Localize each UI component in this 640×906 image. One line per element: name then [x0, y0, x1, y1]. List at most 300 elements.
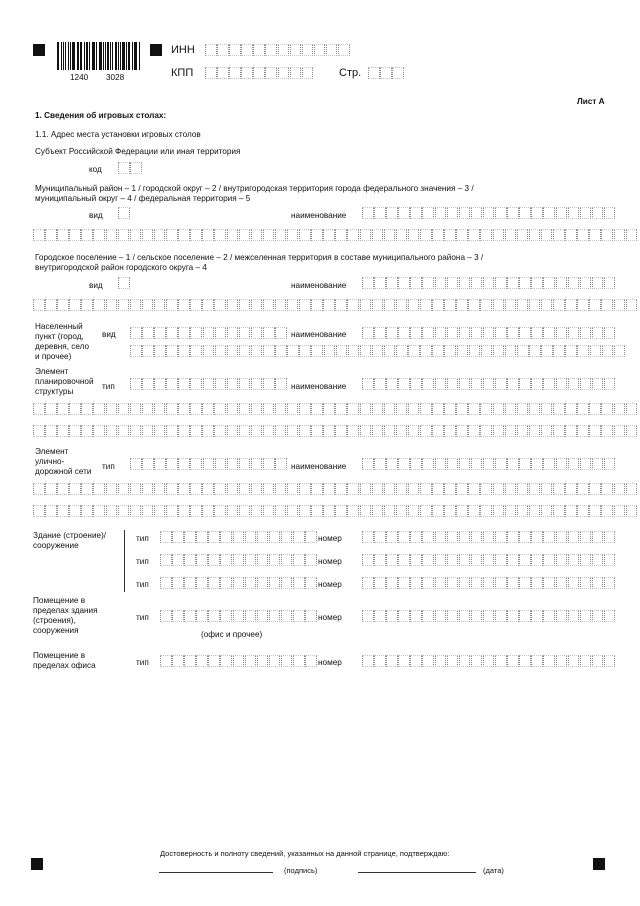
char-cell[interactable] [495, 655, 507, 667]
char-cell[interactable] [386, 378, 398, 390]
char-cell[interactable] [257, 610, 269, 622]
char-cell[interactable] [410, 458, 422, 470]
char-cell[interactable] [372, 403, 384, 415]
char-cell[interactable] [257, 531, 269, 543]
street-name-cells-1[interactable] [362, 458, 616, 470]
char-cell[interactable] [592, 554, 604, 566]
char-cell[interactable] [468, 483, 480, 495]
char-cell[interactable] [519, 277, 531, 289]
char-cell[interactable] [178, 378, 190, 390]
char-cell[interactable] [580, 207, 592, 219]
char-cell[interactable] [93, 483, 105, 495]
char-cell[interactable] [305, 610, 317, 622]
char-cell[interactable] [396, 425, 408, 437]
char-cell[interactable] [336, 345, 348, 357]
char-cell[interactable] [374, 610, 386, 622]
char-cell[interactable] [251, 345, 263, 357]
char-cell[interactable] [299, 229, 311, 241]
char-cell[interactable] [420, 299, 432, 311]
char-cell[interactable] [275, 299, 287, 311]
char-cell[interactable] [57, 425, 69, 437]
char-cell[interactable] [57, 483, 69, 495]
char-cell[interactable] [203, 378, 215, 390]
char-cell[interactable] [245, 554, 257, 566]
char-cell[interactable] [556, 554, 568, 566]
char-cell[interactable] [543, 577, 555, 589]
char-cell[interactable] [444, 483, 456, 495]
char-cell[interactable] [374, 554, 386, 566]
char-cell[interactable] [275, 229, 287, 241]
char-cell[interactable] [507, 277, 519, 289]
char-cell[interactable] [265, 67, 277, 79]
char-cell[interactable] [335, 229, 347, 241]
char-cell[interactable] [227, 483, 239, 495]
char-cell[interactable] [217, 44, 229, 56]
char-cell[interactable] [601, 229, 613, 241]
char-cell[interactable] [614, 403, 626, 415]
char-cell[interactable] [196, 554, 208, 566]
char-cell[interactable] [541, 229, 553, 241]
char-cell[interactable] [241, 44, 253, 56]
char-cell[interactable] [459, 577, 471, 589]
char-cell[interactable] [263, 345, 275, 357]
char-cell[interactable] [275, 505, 287, 517]
char-cell[interactable] [33, 483, 45, 495]
char-cell[interactable] [372, 229, 384, 241]
char-cell[interactable] [543, 207, 555, 219]
char-cell[interactable] [410, 207, 422, 219]
char-cell[interactable] [142, 458, 154, 470]
char-cell[interactable] [323, 505, 335, 517]
char-cell[interactable] [577, 229, 589, 241]
char-cell[interactable] [541, 299, 553, 311]
char-cell[interactable] [69, 483, 81, 495]
char-cell[interactable] [263, 458, 275, 470]
char-cell[interactable] [480, 483, 492, 495]
char-cell[interactable] [257, 577, 269, 589]
char-cell[interactable] [251, 378, 263, 390]
char-cell[interactable] [529, 505, 541, 517]
char-cell[interactable] [305, 554, 317, 566]
char-cell[interactable] [384, 229, 396, 241]
char-cell[interactable] [335, 505, 347, 517]
char-cell[interactable] [251, 505, 263, 517]
char-cell[interactable] [459, 554, 471, 566]
char-cell[interactable] [480, 299, 492, 311]
char-cell[interactable] [468, 403, 480, 415]
char-cell[interactable] [281, 554, 293, 566]
char-cell[interactable] [241, 67, 253, 79]
char-cell[interactable] [118, 505, 130, 517]
char-cell[interactable] [543, 554, 555, 566]
char-cell[interactable] [529, 403, 541, 415]
char-cell[interactable] [93, 403, 105, 415]
char-cell[interactable] [568, 207, 580, 219]
char-cell[interactable] [118, 229, 130, 241]
char-cell[interactable] [556, 610, 568, 622]
char-cell[interactable] [372, 483, 384, 495]
char-cell[interactable] [589, 403, 601, 415]
char-cell[interactable] [45, 483, 57, 495]
char-cell[interactable] [601, 483, 613, 495]
char-cell[interactable] [142, 327, 154, 339]
char-cell[interactable] [360, 505, 372, 517]
char-cell[interactable] [45, 403, 57, 415]
char-cell[interactable] [505, 425, 517, 437]
char-cell[interactable] [215, 327, 227, 339]
char-cell[interactable] [543, 327, 555, 339]
char-cell[interactable] [118, 277, 130, 289]
char-cell[interactable] [233, 554, 245, 566]
char-cell[interactable] [614, 229, 626, 241]
char-cell[interactable] [142, 345, 154, 357]
office-number-cells[interactable] [362, 655, 616, 667]
char-cell[interactable] [447, 577, 459, 589]
char-cell[interactable] [166, 403, 178, 415]
char-cell[interactable] [601, 425, 613, 437]
char-cell[interactable] [420, 505, 432, 517]
char-cell[interactable] [468, 505, 480, 517]
char-cell[interactable] [469, 345, 481, 357]
building-type-cells-1[interactable] [160, 531, 317, 543]
char-cell[interactable] [447, 277, 459, 289]
char-cell[interactable] [483, 207, 495, 219]
char-cell[interactable] [172, 610, 184, 622]
char-cell[interactable] [33, 229, 45, 241]
char-cell[interactable] [299, 505, 311, 517]
char-cell[interactable] [568, 327, 580, 339]
char-cell[interactable] [519, 610, 531, 622]
char-cell[interactable] [360, 403, 372, 415]
char-cell[interactable] [374, 207, 386, 219]
char-cell[interactable] [543, 378, 555, 390]
char-cell[interactable] [130, 505, 142, 517]
char-cell[interactable] [531, 610, 543, 622]
char-cell[interactable] [447, 610, 459, 622]
char-cell[interactable] [604, 655, 616, 667]
char-cell[interactable] [178, 458, 190, 470]
char-cell[interactable] [208, 531, 220, 543]
char-cell[interactable] [130, 327, 142, 339]
char-cell[interactable] [160, 610, 172, 622]
char-cell[interactable] [251, 403, 263, 415]
char-cell[interactable] [178, 229, 190, 241]
char-cell[interactable] [386, 327, 398, 339]
char-cell[interactable] [626, 403, 638, 415]
char-cell[interactable] [372, 299, 384, 311]
planning-type-cells[interactable] [130, 378, 287, 390]
char-cell[interactable] [614, 505, 626, 517]
char-cell[interactable] [408, 345, 420, 357]
char-cell[interactable] [178, 345, 190, 357]
char-cell[interactable] [227, 299, 239, 311]
char-cell[interactable] [398, 277, 410, 289]
char-cell[interactable] [302, 44, 314, 56]
char-cell[interactable] [190, 425, 202, 437]
char-cell[interactable] [214, 229, 226, 241]
char-cell[interactable] [432, 425, 444, 437]
char-cell[interactable] [420, 403, 432, 415]
char-cell[interactable] [505, 403, 517, 415]
char-cell[interactable] [495, 610, 507, 622]
char-cell[interactable] [519, 458, 531, 470]
char-cell[interactable] [293, 577, 305, 589]
char-cell[interactable] [190, 505, 202, 517]
char-cell[interactable] [311, 425, 323, 437]
char-cell[interactable] [253, 44, 265, 56]
char-cell[interactable] [384, 425, 396, 437]
char-cell[interactable] [106, 505, 118, 517]
char-cell[interactable] [456, 299, 468, 311]
char-cell[interactable] [347, 505, 359, 517]
char-cell[interactable] [269, 655, 281, 667]
char-cell[interactable] [293, 610, 305, 622]
char-cell[interactable] [422, 458, 434, 470]
char-cell[interactable] [459, 531, 471, 543]
char-cell[interactable] [384, 299, 396, 311]
char-cell[interactable] [459, 458, 471, 470]
char-cell[interactable] [422, 277, 434, 289]
char-cell[interactable] [386, 207, 398, 219]
char-cell[interactable] [347, 425, 359, 437]
char-cell[interactable] [265, 44, 277, 56]
char-cell[interactable] [178, 483, 190, 495]
char-cell[interactable] [580, 655, 592, 667]
char-cell[interactable] [166, 378, 178, 390]
char-cell[interactable] [481, 345, 493, 357]
char-cell[interactable] [178, 327, 190, 339]
char-cell[interactable] [347, 483, 359, 495]
locality-name-cells-1[interactable] [362, 327, 616, 339]
char-cell[interactable] [568, 610, 580, 622]
char-cell[interactable] [471, 458, 483, 470]
char-cell[interactable] [459, 610, 471, 622]
char-cell[interactable] [459, 327, 471, 339]
char-cell[interactable] [541, 505, 553, 517]
char-cell[interactable] [362, 327, 374, 339]
street-type-cells[interactable] [130, 458, 287, 470]
char-cell[interactable] [601, 403, 613, 415]
char-cell[interactable] [69, 299, 81, 311]
char-cell[interactable] [106, 425, 118, 437]
char-cell[interactable] [483, 378, 495, 390]
char-cell[interactable] [239, 299, 251, 311]
building-number-cells-2[interactable] [362, 554, 616, 566]
settlement-name-cells-2[interactable] [33, 299, 638, 311]
char-cell[interactable] [278, 44, 290, 56]
char-cell[interactable] [205, 67, 217, 79]
char-cell[interactable] [556, 327, 568, 339]
char-cell[interactable] [130, 345, 142, 357]
char-cell[interactable] [190, 378, 202, 390]
char-cell[interactable] [386, 531, 398, 543]
char-cell[interactable] [541, 483, 553, 495]
char-cell[interactable] [130, 162, 142, 174]
char-cell[interactable] [142, 483, 154, 495]
char-cell[interactable] [435, 458, 447, 470]
char-cell[interactable] [348, 345, 360, 357]
municipal-name-cells-2[interactable] [33, 229, 638, 241]
char-cell[interactable] [166, 299, 178, 311]
char-cell[interactable] [118, 483, 130, 495]
char-cell[interactable] [251, 425, 263, 437]
char-cell[interactable] [275, 345, 287, 357]
char-cell[interactable] [190, 345, 202, 357]
char-cell[interactable] [69, 403, 81, 415]
char-cell[interactable] [154, 483, 166, 495]
char-cell[interactable] [374, 577, 386, 589]
char-cell[interactable] [556, 378, 568, 390]
char-cell[interactable] [290, 44, 302, 56]
char-cell[interactable] [456, 483, 468, 495]
char-cell[interactable] [480, 403, 492, 415]
char-cell[interactable] [565, 403, 577, 415]
char-cell[interactable] [372, 505, 384, 517]
char-cell[interactable] [519, 378, 531, 390]
char-cell[interactable] [384, 505, 396, 517]
char-cell[interactable] [275, 403, 287, 415]
char-cell[interactable] [202, 483, 214, 495]
signature-line[interactable] [159, 872, 273, 873]
char-cell[interactable] [602, 345, 614, 357]
char-cell[interactable] [444, 345, 456, 357]
char-cell[interactable] [604, 277, 616, 289]
char-cell[interactable] [251, 299, 263, 311]
char-cell[interactable] [251, 458, 263, 470]
char-cell[interactable] [106, 299, 118, 311]
char-cell[interactable] [347, 229, 359, 241]
char-cell[interactable] [580, 577, 592, 589]
char-cell[interactable] [592, 207, 604, 219]
char-cell[interactable] [604, 327, 616, 339]
char-cell[interactable] [531, 277, 543, 289]
char-cell[interactable] [338, 44, 350, 56]
settlement-kind-cells[interactable] [118, 277, 130, 289]
char-cell[interactable] [398, 327, 410, 339]
char-cell[interactable] [568, 531, 580, 543]
char-cell[interactable] [374, 327, 386, 339]
char-cell[interactable] [580, 378, 592, 390]
char-cell[interactable] [505, 345, 517, 357]
char-cell[interactable] [326, 44, 338, 56]
char-cell[interactable] [556, 458, 568, 470]
char-cell[interactable] [281, 655, 293, 667]
char-cell[interactable] [517, 505, 529, 517]
char-cell[interactable] [299, 425, 311, 437]
char-cell[interactable] [227, 505, 239, 517]
char-cell[interactable] [311, 345, 323, 357]
char-cell[interactable] [196, 531, 208, 543]
char-cell[interactable] [45, 299, 57, 311]
char-cell[interactable] [335, 483, 347, 495]
char-cell[interactable] [543, 458, 555, 470]
char-cell[interactable] [362, 655, 374, 667]
char-cell[interactable] [471, 378, 483, 390]
char-cell[interactable] [245, 531, 257, 543]
settlement-name-cells-1[interactable] [362, 277, 616, 289]
char-cell[interactable] [118, 162, 130, 174]
char-cell[interactable] [372, 345, 384, 357]
char-cell[interactable] [299, 403, 311, 415]
char-cell[interactable] [293, 531, 305, 543]
char-cell[interactable] [495, 378, 507, 390]
char-cell[interactable] [302, 67, 314, 79]
char-cell[interactable] [396, 505, 408, 517]
char-cell[interactable] [142, 403, 154, 415]
char-cell[interactable] [604, 207, 616, 219]
char-cell[interactable] [190, 458, 202, 470]
street-name-cells-3[interactable] [33, 505, 638, 517]
char-cell[interactable] [459, 277, 471, 289]
char-cell[interactable] [374, 458, 386, 470]
char-cell[interactable] [398, 531, 410, 543]
char-cell[interactable] [278, 67, 290, 79]
char-cell[interactable] [471, 577, 483, 589]
char-cell[interactable] [398, 378, 410, 390]
char-cell[interactable] [447, 554, 459, 566]
char-cell[interactable] [386, 554, 398, 566]
char-cell[interactable] [420, 345, 432, 357]
char-cell[interactable] [529, 483, 541, 495]
char-cell[interactable] [519, 577, 531, 589]
char-cell[interactable] [154, 327, 166, 339]
char-cell[interactable] [519, 655, 531, 667]
char-cell[interactable] [335, 299, 347, 311]
subject-code-cells[interactable] [118, 162, 142, 174]
char-cell[interactable] [384, 483, 396, 495]
char-cell[interactable] [468, 425, 480, 437]
char-cell[interactable] [239, 458, 251, 470]
char-cell[interactable] [483, 554, 495, 566]
char-cell[interactable] [556, 655, 568, 667]
char-cell[interactable] [81, 505, 93, 517]
char-cell[interactable] [531, 554, 543, 566]
char-cell[interactable] [447, 207, 459, 219]
char-cell[interactable] [507, 554, 519, 566]
char-cell[interactable] [396, 299, 408, 311]
char-cell[interactable] [459, 378, 471, 390]
char-cell[interactable] [347, 403, 359, 415]
char-cell[interactable] [160, 531, 172, 543]
char-cell[interactable] [396, 483, 408, 495]
char-cell[interactable] [614, 345, 626, 357]
char-cell[interactable] [626, 229, 638, 241]
char-cell[interactable] [362, 610, 374, 622]
char-cell[interactable] [190, 229, 202, 241]
char-cell[interactable] [410, 577, 422, 589]
char-cell[interactable] [553, 483, 565, 495]
char-cell[interactable] [410, 277, 422, 289]
char-cell[interactable] [239, 425, 251, 437]
building-type-cells-2[interactable] [160, 554, 317, 566]
char-cell[interactable] [287, 505, 299, 517]
municipal-kind-cells[interactable] [118, 207, 130, 219]
char-cell[interactable] [323, 483, 335, 495]
building-number-cells-3[interactable] [362, 577, 616, 589]
char-cell[interactable] [505, 505, 517, 517]
char-cell[interactable] [408, 299, 420, 311]
char-cell[interactable] [263, 299, 275, 311]
char-cell[interactable] [580, 554, 592, 566]
char-cell[interactable] [299, 345, 311, 357]
char-cell[interactable] [217, 67, 229, 79]
char-cell[interactable] [483, 655, 495, 667]
char-cell[interactable] [604, 554, 616, 566]
char-cell[interactable] [531, 655, 543, 667]
char-cell[interactable] [568, 577, 580, 589]
char-cell[interactable] [435, 378, 447, 390]
char-cell[interactable] [468, 229, 480, 241]
